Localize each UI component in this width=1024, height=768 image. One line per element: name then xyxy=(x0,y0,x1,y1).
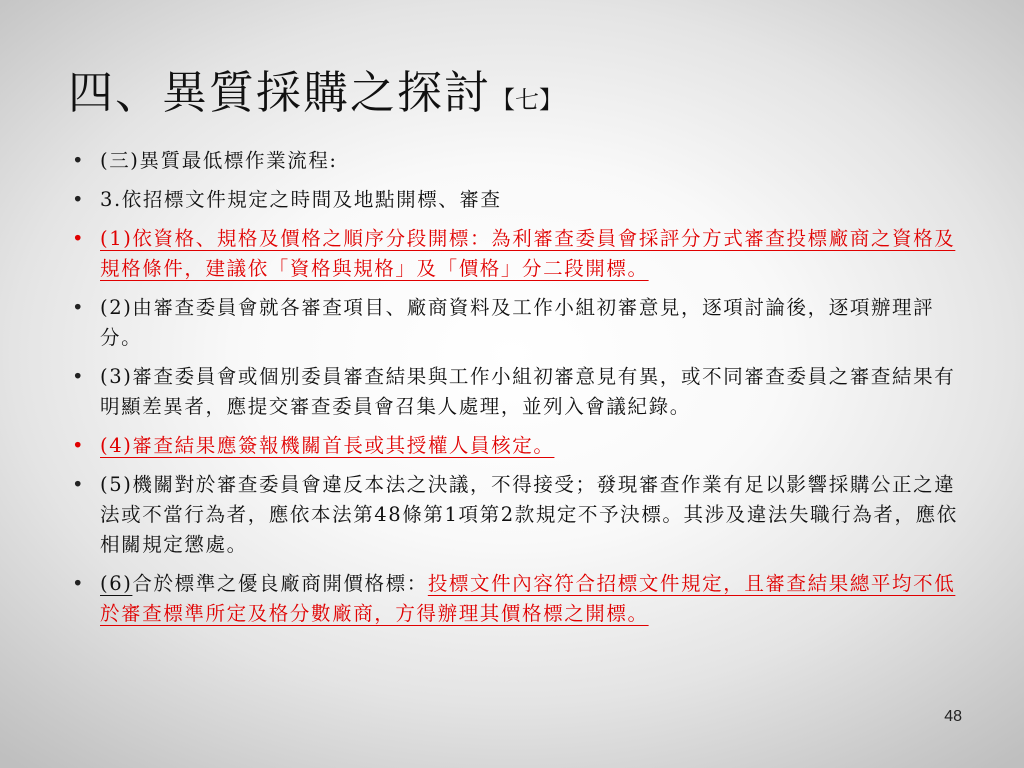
bullet-item xyxy=(72,470,962,560)
bullet-icon: • xyxy=(72,473,86,496)
bullet-item xyxy=(72,569,962,629)
bullet-icon: • xyxy=(72,572,86,595)
bullet-icon: • xyxy=(72,434,86,457)
bullet-list xyxy=(72,146,962,638)
bullet-icon: • xyxy=(72,188,86,211)
bullet-item xyxy=(72,146,962,176)
bullet-icon: • xyxy=(72,149,86,172)
slide-title xyxy=(68,66,564,119)
bullet-item xyxy=(72,185,962,215)
bullet-item-highlighted xyxy=(72,431,962,461)
bullet-text: (2)由審查委員會就各審查項目、廠商資料及工作小組初審意見，逐項討論後，逐項辦理評分。 xyxy=(100,296,935,349)
bullet-text: 合於標準之優良廠商開價格標： xyxy=(132,572,428,595)
page-number: 48 xyxy=(944,708,962,725)
title-suffix: 【七】 xyxy=(491,86,564,114)
bullet-text-highlighted: 投標文件內容符合招標文件規定，且審查結果總平均不低於審查標準所定及格分數廠商，方得辦理其價格標之開標。 xyxy=(100,572,956,625)
bullet-text: (5)機關對於審查委員會違反本法之決議，不得接受；發現審查作業有足以影響採購公正之違法或不當行為者，應依本法第48條第1項第2款規定不予決標。其涉及違法失職行為者，應依相關規定懲處。 xyxy=(100,473,958,556)
bullet-text: (3)審查委員會或個別委員審查結果與工作小組初審意見有異，或不同審查委員之審查結果有明顯差異者，應提交審查委員會召集人處理，並列入會議紀錄。 xyxy=(100,365,956,418)
bullet-text: 3.依招標文件規定之時間及地點開標、審查 xyxy=(100,188,502,211)
bullet-icon: • xyxy=(72,227,86,250)
bullet-icon: • xyxy=(72,296,86,319)
bullet-text: (三)異質最低標作業流程: xyxy=(100,149,338,172)
bullet-prefix: (6) xyxy=(100,572,133,595)
bullet-icon: • xyxy=(72,365,86,388)
bullet-item-highlighted xyxy=(72,224,962,284)
bullet-text-highlighted: (4)審查結果應簽報機關首長或其授權人員核定。 xyxy=(100,434,555,457)
bullet-item xyxy=(72,293,962,353)
title-main: 四、異質採購之探討 xyxy=(68,66,492,119)
bullet-item xyxy=(72,362,962,422)
bullet-text-highlighted: (1)依資格、規格及價格之順序分段開標：為利審查委員會採評分方式審查投標廠商之資格及規格條件，建議依「資格與規格」及「價格」分二段開標。 xyxy=(100,227,956,280)
